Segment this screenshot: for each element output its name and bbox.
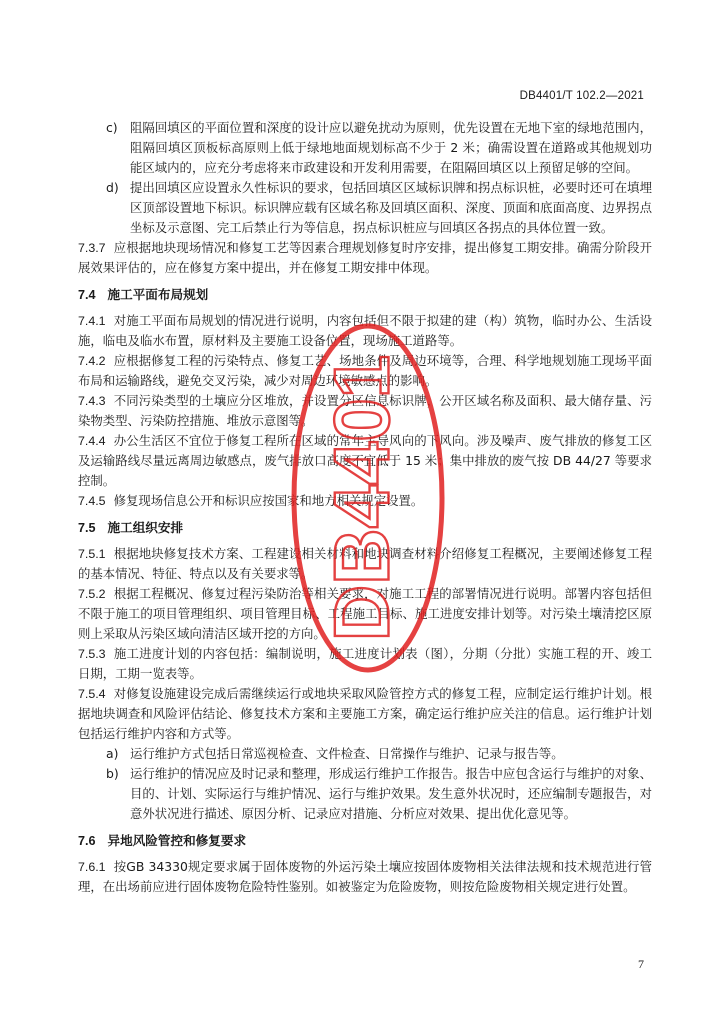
clause-text: 应根据地块现场情况和修复工艺等因素合理规划修复时序安排，提出修复工期安排。确需分阶段开展效果评估的，应在修复方案中提出，并在修复工期安排中体现。 [78, 240, 652, 275]
section-title: 施工组织安排 [107, 520, 184, 535]
clause-7-5-2 [78, 584, 652, 644]
list-item-text: 运行维护的情况应及时记录和整理，形成运行维护工作报告。报告中应包含运行与维护的对象、目的、计划、实际运行与维护情况、运行与维护效果。发生意外状况时，还应编制专题报告，对意外状况进行描述、原因分析、记录应对措施、分析应对效果、提出优化意见等。 [130, 766, 652, 821]
clause-text: 修复现场信息公开和标识应按国家和地方相关规定设置。 [113, 493, 424, 508]
clause-number: 7.5.2 [78, 587, 106, 601]
clause-7-4-3 [78, 391, 652, 431]
clause-7-5-3 [78, 644, 652, 684]
clause-7-4-2 [78, 351, 652, 391]
clause-number: 7.4.4 [78, 434, 106, 448]
clause-text: 按GB 34330规定要求属于固体废物的外运污染土壤应按固体废物相关法律法规和技术规范进行管理，在出场前应进行固体废物危险特性鉴别。如被鉴定为危险废物，则按危险废物相关规定进行处置。 [78, 859, 652, 894]
clause-text: 办公生活区不宜位于修复工程所在区域的常年主导风向的下风向。涉及噪声、废气排放的修复工区及运输路线尽量远离周边敏感点，废气排放口高度不宜低于 15 米；集中排放的废气按 DB 44/27 等要求控制。 [78, 433, 652, 488]
section-heading-7-4 [78, 285, 652, 305]
clause-text: 根据工程概况、修复过程污染防治等相关要求，对施工工程的部署情况进行说明。部署内容包括但不限于施工的项目管理组织、项目管理目标、工程施工目标、施工进度安排计划等。对污染土壤清挖区原则上采取从污染区域向清洁区域开挖的方向。 [78, 586, 652, 641]
clause-number: 7.4.1 [78, 314, 106, 328]
clause-text: 施工进度计划的内容包括：编制说明，施工进度计划表（图），分期（分批）实施工程的开、竣工日期，工期一览表等。 [78, 646, 652, 681]
list-marker: c) [106, 120, 118, 135]
clause-number: 7.3.7 [78, 241, 106, 255]
section-number: 7.6 [78, 834, 96, 848]
clause-number: 7.4.2 [78, 354, 106, 368]
section-title: 异地风险管控和修复要求 [107, 833, 247, 848]
clause-7-6-1 [78, 857, 652, 897]
clause-number: 7.5.1 [78, 547, 106, 561]
section-number: 7.5 [78, 521, 96, 535]
clause-7-5-1 [78, 544, 652, 584]
clause-7-4-5 [78, 491, 652, 511]
clause-number: 7.5.4 [78, 687, 106, 701]
clause-number: 7.5.3 [78, 647, 106, 661]
section-heading-7-5 [78, 518, 652, 538]
document-body [78, 118, 652, 897]
list-item-d [78, 178, 652, 238]
list-item-c [78, 118, 652, 178]
clause-number: 7.4.3 [78, 394, 106, 408]
clause-number: 7.4.5 [78, 494, 106, 508]
clause-text: 对施工平面布局规划的情况进行说明，内容包括但不限于拟建的建（构）筑物，临时办公、生活设施，临电及临水布置，原材料及主要施工设备位置，现场施工道路等。 [78, 313, 652, 348]
clause-text: 对修复设施建设完成后需继续运行或地块采取风险管控方式的修复工程，应制定运行维护计划。根据地块调查和风险评估结论、修复技术方案和主要施工方案，确定运行维护应关注的信息。运行维护计划包括运行维护内容和方式等。 [78, 686, 652, 741]
section-number: 7.4 [78, 288, 96, 302]
clause-7-4-4 [78, 431, 652, 491]
list-item-b [78, 764, 652, 824]
section-title: 施工平面布局规划 [107, 287, 209, 302]
section-heading-7-6 [78, 831, 652, 851]
clause-number: 7.6.1 [78, 860, 106, 874]
stamp-text: DB4401 [317, 354, 406, 642]
list-item-text: 阻隔回填区的平面位置和深度的设计应以避免扰动为原则，优先设置在无地下室的绿地范围内，阻隔回填区顶板标高原则上低于绿地地面规划标高不少于 2 米；确需设置在道路或其他规划功能区域内的，应充分考虑将来市政建设和开发利用需要，在阻隔回填区以上预留足够的空间。 [130, 120, 652, 175]
clause-text: 不同污染类型的土壤应分区堆放，并设置分区信息标识牌，公开区域名称及面积、最大储存量、污染物类型、污染防控措施、堆放示意图等。 [78, 393, 652, 428]
list-item-text: 提出回填区应设置永久性标识的要求，包括回填区区域标识牌和拐点标识桩，必要时还可在填埋区顶部设置地下标识。标识牌应载有区域名称及回填区面积、深度、顶面和底面高度、边界拐点坐标及示意图、完工后禁止行为等信息，拐点标识桩应与回填区各拐点的具体位置一致。 [130, 180, 652, 235]
list-marker: d) [106, 180, 119, 195]
list-item-a [78, 744, 652, 764]
list-marker: b) [106, 766, 119, 781]
doc-code: DB4401/T 102.2—2021 [519, 90, 644, 102]
clause-7-3-7 [78, 238, 652, 278]
list-item-text: 运行维护方式包括日常巡视检查、文件检查、日常操作与维护、记录与报告等。 [130, 746, 564, 761]
clause-7-4-1 [78, 311, 652, 351]
list-marker: a) [106, 746, 119, 761]
clause-text: 应根据修复工程的污染特点、修复工艺、场地条件及周边环境等，合理、科学地规划施工现场平面布局和运输路线，避免交叉污染，减少对周边环境敏感点的影响。 [78, 353, 652, 388]
clause-7-5-4 [78, 684, 652, 744]
clause-text: 根据地块修复技术方案、工程建设相关材料和地块调查材料介绍修复工程概况，主要阐述修复工程的基本情况、特征、特点以及有关要求等。 [78, 546, 652, 581]
page-number: 7 [638, 957, 644, 971]
